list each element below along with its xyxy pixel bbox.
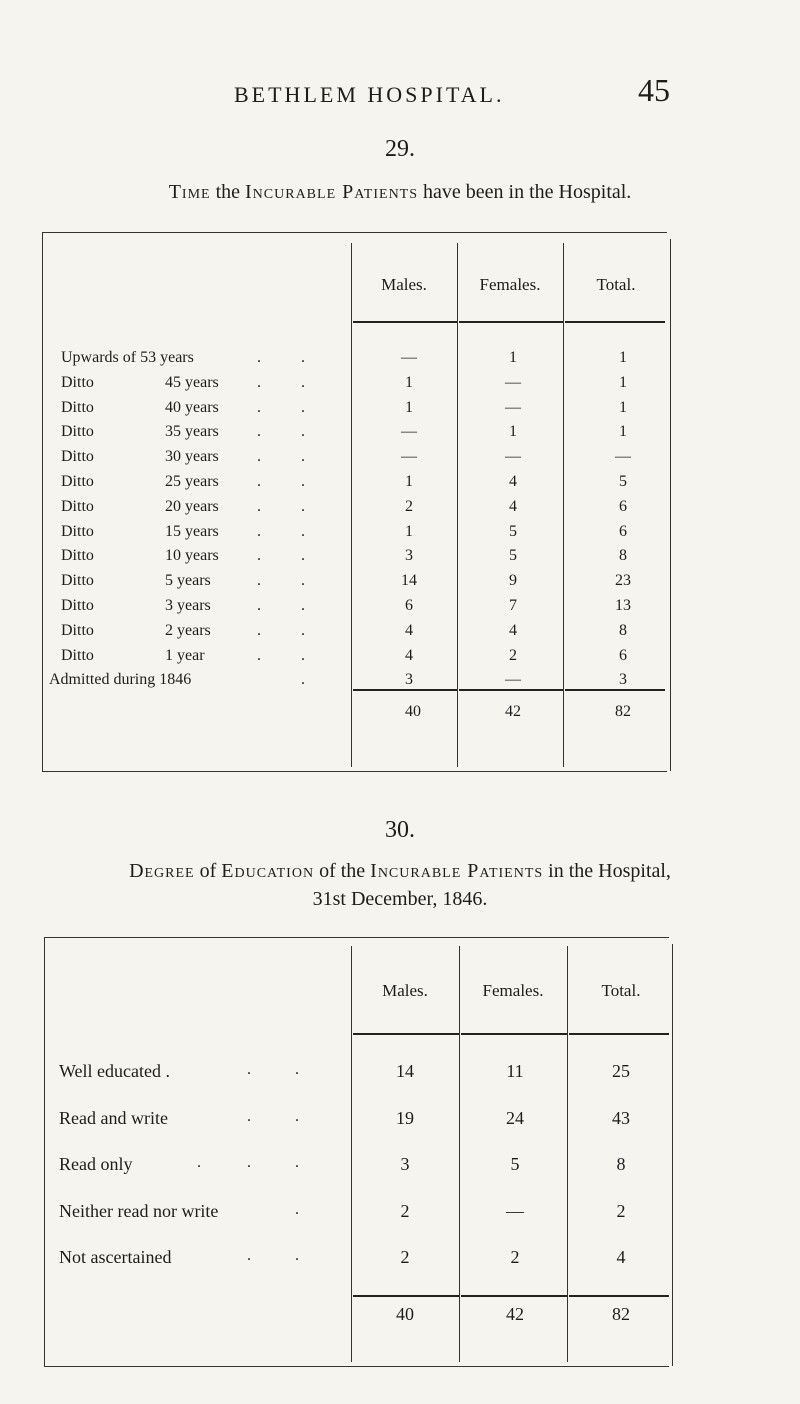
- cell-total: 13: [615, 597, 631, 614]
- row-label: Ditto: [61, 597, 94, 614]
- running-title: BETHLEM HOSPITAL.: [234, 82, 505, 107]
- cell-females: 1: [509, 349, 517, 366]
- row-label: Ditto: [61, 398, 94, 416]
- cell-females: 24: [506, 1107, 524, 1128]
- cell-total: 6: [619, 522, 627, 540]
- leader-dot: .: [301, 597, 305, 614]
- cell-females: 11: [506, 1061, 524, 1081]
- totals-row: [43, 703, 743, 727]
- table-30-number: 30.: [385, 817, 415, 843]
- leader-dot: .: [257, 497, 261, 515]
- caption-word: Incurable Patients: [245, 181, 419, 203]
- table-row: [43, 647, 743, 671]
- total-females: 42: [505, 703, 521, 720]
- leader-dot: .: [301, 473, 305, 490]
- cell-females: 2: [510, 1247, 520, 1267]
- cell-total: 1: [619, 373, 627, 391]
- leader-dot: .: [247, 1247, 251, 1264]
- leader-dot: .: [295, 1154, 299, 1171]
- header-rule: [569, 1033, 669, 1035]
- caption-word: in the Hospital,: [543, 860, 671, 882]
- leader-dot: .: [301, 646, 305, 664]
- table-row: [43, 399, 743, 423]
- cell-males: 4: [405, 646, 413, 664]
- cell-females: 4: [509, 621, 517, 639]
- cell-females: —: [505, 398, 521, 416]
- column-header-total: Total.: [601, 981, 641, 1000]
- cell-females: —: [506, 1200, 524, 1221]
- cell-total: 2: [616, 1200, 626, 1221]
- caption-word: of the: [314, 860, 371, 882]
- leader-dot: .: [257, 621, 261, 639]
- header-rule: [353, 321, 457, 323]
- table-30-caption-line2: 31st December, 1846.: [312, 888, 488, 910]
- cell-total: 23: [615, 572, 631, 590]
- cell-total: 8: [619, 547, 627, 565]
- leader-dot: .: [247, 1061, 251, 1078]
- header-rule: [459, 321, 563, 323]
- leader-dot: .: [257, 473, 261, 490]
- caption-word: Time: [168, 181, 211, 203]
- leader-dot: .: [197, 1154, 201, 1171]
- leader-dot: .: [257, 522, 261, 540]
- cell-total: 1: [619, 423, 627, 441]
- row-label-years: 40 years: [165, 398, 219, 416]
- cell-females: —: [505, 448, 521, 466]
- caption-word: have been in the Hospital.: [418, 181, 632, 203]
- column-header-total: Total.: [596, 275, 636, 294]
- total-rule: [353, 1295, 459, 1297]
- leader-dot: .: [257, 373, 261, 391]
- cell-males: 1: [405, 373, 413, 391]
- total-females: 42: [506, 1304, 524, 1324]
- leader-dot: .: [257, 398, 261, 416]
- leader-dot: .: [295, 1247, 299, 1264]
- total-rule: [565, 689, 665, 691]
- row-label-years: 3 years: [165, 597, 211, 614]
- row-label: Read and write: [59, 1107, 168, 1128]
- total-males: 40: [396, 1304, 414, 1324]
- table-row: [43, 671, 743, 695]
- cell-males: 14: [401, 572, 417, 590]
- row-label-years: 20 years: [165, 497, 219, 515]
- row-label-years: 30 years: [165, 448, 219, 466]
- row-label: Ditto: [61, 373, 94, 391]
- page-number: 45: [638, 72, 670, 108]
- cell-males: —: [401, 349, 417, 366]
- leader-dot: .: [257, 349, 261, 366]
- total-all: 82: [615, 703, 631, 720]
- total-rule: [459, 689, 563, 691]
- row-label: Neither read nor write: [59, 1200, 219, 1221]
- column-header-males: Males.: [382, 981, 428, 1000]
- cell-males: 6: [405, 597, 413, 614]
- row-label: Admitted during 1846: [49, 671, 192, 689]
- table-row: [43, 448, 743, 472]
- cell-females: 2: [509, 646, 517, 664]
- cell-total: 8: [619, 621, 627, 639]
- cell-total: —: [615, 448, 631, 466]
- cell-total: 4: [616, 1247, 626, 1267]
- cell-total: 43: [612, 1107, 630, 1128]
- table-row: [43, 622, 743, 646]
- row-label: Ditto: [61, 497, 94, 515]
- cell-females: 4: [509, 473, 517, 490]
- row-label: Well educated .: [59, 1061, 170, 1081]
- leader-dot: .: [301, 621, 305, 639]
- table-30: [44, 937, 669, 1367]
- header-rule: [461, 1033, 567, 1035]
- row-label-years: 5 years: [165, 572, 211, 590]
- row-label-years: 10 years: [165, 547, 219, 565]
- cell-females: 9: [509, 572, 517, 590]
- row-label: Ditto: [61, 522, 94, 540]
- cell-males: 4: [405, 621, 413, 639]
- leader-dot: .: [257, 597, 261, 614]
- row-label: Upwards of 53 years: [61, 349, 194, 366]
- cell-males: —: [401, 448, 417, 466]
- leader-dot: .: [301, 373, 305, 391]
- table-29-number: 29.: [385, 136, 415, 162]
- leader-dot: .: [257, 572, 261, 590]
- row-label-years: 15 years: [165, 522, 219, 540]
- cell-males: 2: [405, 497, 413, 515]
- table-row: [43, 547, 743, 571]
- leader-dot: .: [257, 423, 261, 441]
- row-label: Ditto: [61, 547, 94, 565]
- cell-total: 5: [619, 473, 627, 490]
- cell-females: 7: [509, 597, 517, 614]
- leader-dot: .: [301, 671, 305, 689]
- header-rule: [565, 321, 665, 323]
- table-row: [43, 498, 743, 522]
- cell-males: 3: [405, 547, 413, 565]
- cell-total: 6: [619, 497, 627, 515]
- cell-males: 1: [405, 398, 413, 416]
- row-label: Ditto: [61, 448, 94, 466]
- row-label: Ditto: [61, 473, 94, 490]
- leader-dot: .: [301, 522, 305, 540]
- row-label-years: 1 year: [165, 646, 205, 664]
- total-all: 82: [612, 1304, 630, 1324]
- leader-dot: .: [301, 398, 305, 416]
- cell-males: 2: [400, 1200, 410, 1221]
- cell-females: —: [505, 671, 521, 689]
- cell-females: 5: [510, 1154, 520, 1174]
- total-rule: [569, 1295, 669, 1297]
- column-rule: [351, 946, 352, 1362]
- leader-dot: .: [301, 572, 305, 590]
- row-label: Ditto: [61, 572, 94, 590]
- caption-word: Degree: [129, 860, 195, 882]
- cell-males: 1: [405, 522, 413, 540]
- leader-dot: .: [247, 1154, 251, 1171]
- cell-males: 3: [400, 1154, 410, 1174]
- column-rule: [459, 946, 460, 1362]
- row-label: Not ascertained: [59, 1247, 172, 1267]
- cell-total: 1: [619, 398, 627, 416]
- total-males: 40: [405, 703, 421, 720]
- leader-dot: .: [301, 423, 305, 441]
- table-row: [43, 423, 743, 447]
- leader-dot: .: [301, 349, 305, 366]
- cell-males: 14: [396, 1061, 414, 1081]
- caption-word: of: [194, 860, 222, 882]
- cell-females: 5: [509, 522, 517, 540]
- cell-females: —: [505, 373, 521, 391]
- cell-females: 5: [509, 547, 517, 565]
- table-row: [43, 597, 743, 621]
- row-label-years: 35 years: [165, 423, 219, 441]
- row-label-years: 2 years: [165, 621, 211, 639]
- row-label: Ditto: [61, 621, 94, 639]
- table-right-rule: [672, 944, 673, 1366]
- cell-males: 3: [405, 671, 413, 689]
- cell-total: 8: [616, 1154, 626, 1174]
- table-29: [42, 232, 667, 772]
- header-rule: [353, 1033, 459, 1035]
- leader-dot: .: [301, 497, 305, 515]
- column-header-females: Females.: [482, 981, 544, 1000]
- cell-males: 1: [405, 473, 413, 490]
- leader-dot: .: [295, 1107, 299, 1125]
- row-label-years: 45 years: [165, 373, 219, 391]
- column-rule: [567, 946, 568, 1362]
- leader-dot: .: [301, 547, 305, 565]
- column-header-females: Females.: [479, 275, 541, 294]
- caption-word: Incurable Patients: [370, 860, 544, 882]
- cell-females: 4: [509, 497, 517, 515]
- cell-males: —: [401, 423, 417, 441]
- row-label: Ditto: [61, 423, 94, 441]
- cell-males: 19: [396, 1107, 414, 1128]
- cell-total: 1: [619, 349, 627, 366]
- column-header-males: Males.: [381, 275, 427, 294]
- caption-word: the: [210, 181, 246, 203]
- table-30-caption: [0, 857, 800, 885]
- leader-dot: .: [301, 448, 305, 466]
- table-row: [43, 374, 743, 398]
- total-rule: [353, 689, 457, 691]
- table-row: [43, 572, 743, 596]
- leader-dot: .: [257, 547, 261, 565]
- cell-total: 25: [612, 1061, 630, 1081]
- cell-females: 1: [509, 423, 517, 441]
- table-row: [43, 473, 743, 497]
- cell-total: 3: [619, 671, 627, 689]
- row-label: Read only: [59, 1154, 133, 1174]
- cell-total: 6: [619, 646, 627, 664]
- caption-word: Education: [221, 860, 315, 882]
- table-row: [43, 523, 743, 547]
- leader-dot: .: [257, 646, 261, 664]
- leader-dot: .: [295, 1061, 299, 1078]
- leader-dot: .: [247, 1107, 251, 1125]
- leader-dot: .: [257, 448, 261, 466]
- row-label-years: 25 years: [165, 473, 219, 490]
- total-rule: [461, 1295, 567, 1297]
- cell-males: 2: [400, 1247, 410, 1267]
- running-head: [0, 72, 800, 116]
- table-29-caption: [0, 178, 800, 206]
- table-row: [43, 349, 743, 373]
- leader-dot: .: [295, 1200, 299, 1218]
- row-label: Ditto: [61, 646, 94, 664]
